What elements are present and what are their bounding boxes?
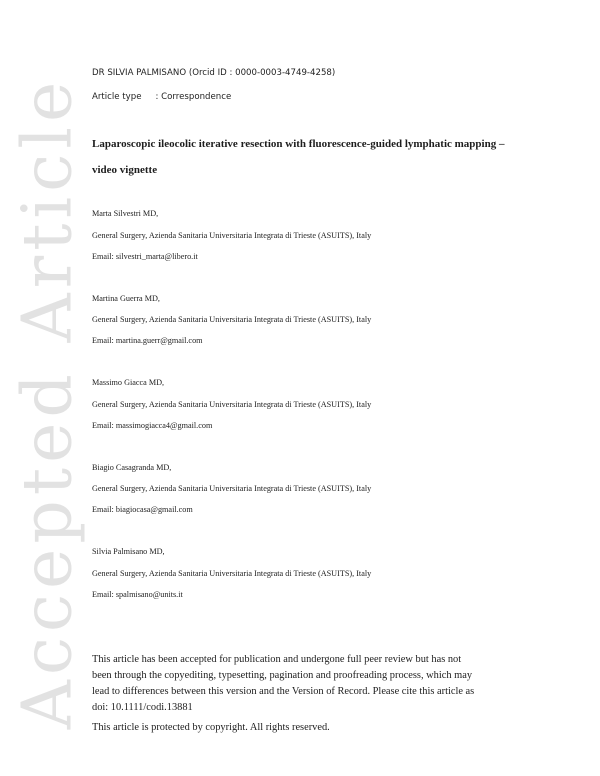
article-type-value: : Correspondence <box>155 92 232 102</box>
author-affiliation: General Surgery, Azienda Sanitaria Universitaria Integrata di Trieste (ASUITS), Italy <box>92 569 372 578</box>
author-name: Marta Silvestri MD, <box>92 209 159 218</box>
acceptance-notice-line: This article has been accepted for publication and undergone full peer review but has not <box>92 654 462 665</box>
author-email: Email: spalmisano@units.it <box>92 590 183 599</box>
author-name: Martina Guerra MD, <box>92 294 160 303</box>
article-type-label: Article type <box>92 92 142 102</box>
author-affiliation: General Surgery, Azienda Sanitaria Universitaria Integrata di Trieste (ASUITS), Italy <box>92 484 372 493</box>
corresponding-author: DR SILVIA PALMISANO (Orcid ID : 0000-0003-4749-4258) <box>92 68 336 78</box>
author-affiliation: General Surgery, Azienda Sanitaria Universitaria Integrata di Trieste (ASUITS), Italy <box>92 315 372 324</box>
author-name: Silvia Palmisano MD, <box>92 547 165 556</box>
author-affiliation: General Surgery, Azienda Sanitaria Universitaria Integrata di Trieste (ASUITS), Italy <box>92 400 372 409</box>
acceptance-notice-doi: doi: 10.1111/codi.13881 <box>92 702 193 713</box>
copyright-notice: This article is protected by copyright. All rights reserved. <box>92 722 330 733</box>
acceptance-notice-line: lead to differences between this version and the Version of Record. Please cite this article as <box>92 686 475 697</box>
accepted-article-watermark: Accepted Article <box>8 76 88 730</box>
author-name: Massimo Giacca MD, <box>92 378 165 387</box>
author-email: Email: massimogiacca4@gmail.com <box>92 421 213 430</box>
author-email: Email: martina.guerr@gmail.com <box>92 336 203 345</box>
article-title-line-1: Laparoscopic ileocolic iterative resection with fluorescence-guided lymphatic mapping – <box>92 138 505 150</box>
article-title-line-2: video vignette <box>92 164 158 176</box>
article-type <box>92 92 231 102</box>
author-email: Email: silvestri_marta@libero.it <box>92 252 198 261</box>
acceptance-notice-line: been through the copyediting, typesetting, pagination and proofreading process, which may <box>92 670 473 681</box>
author-name: Biagio Casagranda MD, <box>92 463 172 472</box>
author-email: Email: biagiocasa@gmail.com <box>92 505 193 514</box>
author-affiliation: General Surgery, Azienda Sanitaria Universitaria Integrata di Trieste (ASUITS), Italy <box>92 231 372 240</box>
